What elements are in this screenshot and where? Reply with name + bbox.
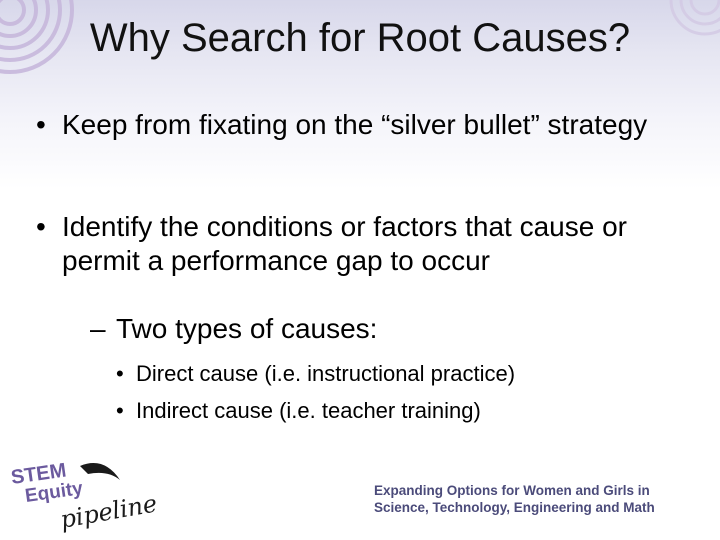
sub-bullet-text: Two types of causes:: [116, 313, 378, 344]
logo-pipeline-text: pipeline: [58, 489, 160, 534]
stem-equity-pipeline-logo: [8, 458, 168, 538]
logo-stem-text: STEM: [9, 459, 68, 489]
logo-swoosh-icon: [80, 463, 120, 480]
bullet-marker: •: [36, 211, 46, 242]
bullet-text: Keep from fixating on the “silver bullet” strategy: [62, 109, 648, 140]
sub-sub-bullet-text: Indirect cause (i.e. teacher training): [136, 398, 481, 423]
bullet-marker: •: [36, 109, 46, 140]
sub-sub-bullet-marker: •: [116, 398, 124, 423]
footer-tagline: [374, 482, 655, 516]
bullet-text: Identify the conditions or factors that cause or permit a performance gap to occur: [62, 211, 627, 276]
sub-bullet-marker: –: [90, 313, 106, 344]
tagline-line-1: Expanding Options for Women and Girls in: [374, 483, 650, 498]
logo-equity-text: Equity: [23, 478, 85, 507]
sub-sub-bullet-marker: •: [116, 361, 124, 386]
slide-title: Why Search for Root Causes?: [89, 16, 631, 60]
sub-sub-bullet-text: Direct cause (i.e. instructional practice): [136, 361, 516, 386]
tagline-line-2: Science, Technology, Engineering and Math: [374, 500, 655, 515]
